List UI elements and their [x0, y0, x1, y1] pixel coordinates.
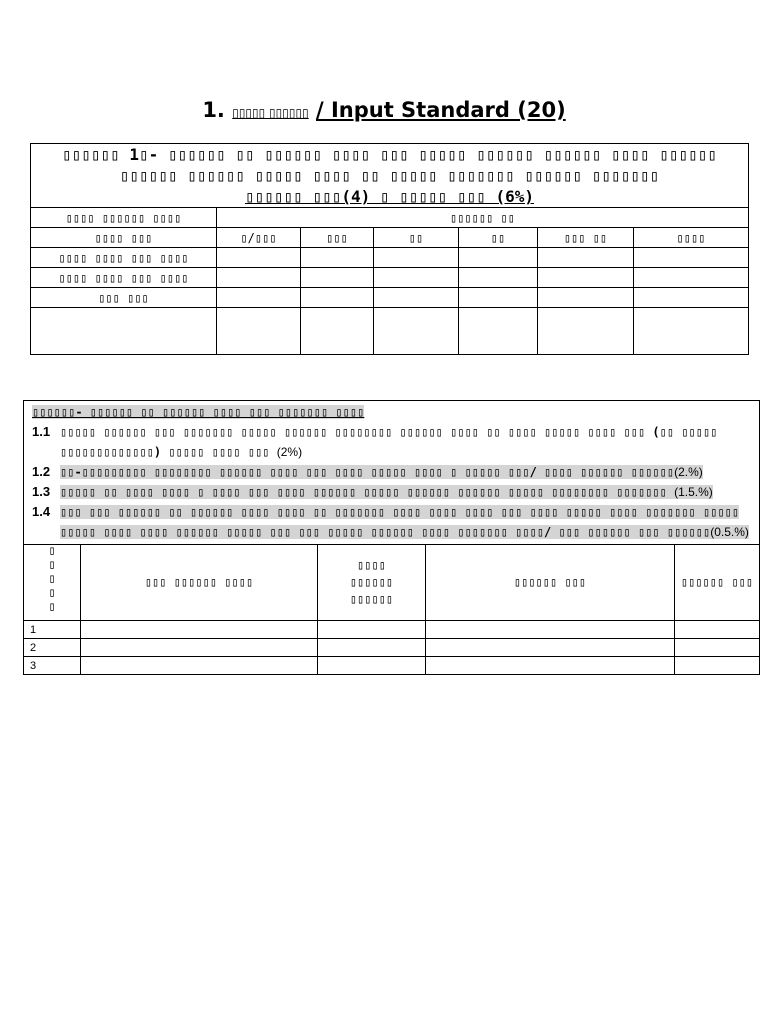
table1-col-head: ▯▯ [374, 228, 459, 248]
table1-left-head-1: ▯▯▯▯ ▯▯▯▯▯▯ ▯▯▯▯ [31, 208, 217, 228]
table-cell[interactable] [374, 288, 459, 308]
table-row [24, 621, 760, 639]
criteria-item-percent: (2%) [276, 445, 303, 459]
table-cell[interactable] [374, 248, 459, 268]
col-head-detail: ▯▯▯▯▯▯ ▯▯▯ [426, 545, 675, 621]
col-head-name: ▯▯▯ ▯▯▯▯▯▯ ▯▯▯▯ [81, 545, 318, 621]
row-number: 1 [24, 621, 81, 639]
criteria-item [32, 482, 751, 502]
table-cell[interactable] [634, 288, 749, 308]
table1-group-head: ▯▯▯▯▯▯ ▯▯ [217, 208, 749, 228]
criteria-item-percent: (0.5.%) [710, 525, 749, 539]
table-cell[interactable] [217, 268, 301, 288]
table-row [31, 268, 749, 288]
table-cell[interactable] [301, 308, 374, 355]
table-cell[interactable] [538, 308, 634, 355]
table-cell[interactable] [217, 248, 301, 268]
table-cell[interactable] [538, 248, 634, 268]
table-cell[interactable] [634, 308, 749, 355]
table-cell[interactable] [459, 308, 538, 355]
table-cell[interactable] [426, 621, 675, 639]
table1-col-head: ▯▯ [459, 228, 538, 248]
table-cell[interactable] [675, 639, 760, 657]
row-number: 3 [24, 657, 81, 675]
table-row [24, 657, 760, 675]
row-number: 2 [24, 639, 81, 657]
criteria-item-percent: (1.5.%) [674, 485, 713, 499]
standard-table-1 [30, 143, 749, 355]
table-cell[interactable] [217, 288, 301, 308]
table-cell[interactable] [675, 621, 760, 639]
criteria-item-number: 1.4 [32, 504, 51, 519]
document-title [0, 96, 768, 127]
title-english: / Input Standard (20) [315, 98, 566, 122]
criteria-item-number: 1.2 [32, 464, 51, 479]
table-cell[interactable] [81, 621, 318, 639]
table1-row-label: ▯▯▯▯ ▯▯▯▯ ▯▯▯ ▯▯▯▯ [31, 268, 217, 288]
criteria-item-percent: (2.%) [674, 465, 703, 479]
table-cell[interactable] [426, 639, 675, 657]
table1-heading [31, 144, 749, 208]
col-head-remarks: ▯▯▯▯▯▯ ▯▯▯ [675, 545, 760, 621]
table-cell[interactable] [318, 621, 426, 639]
table1-heading-line2: ▯▯▯▯▯▯ ▯▯▯▯▯▯ ▯▯▯▯▯ ▯▯▯▯ ▯▯ ▯▯▯▯▯ ▯▯▯▯▯▯▯ ▯▯▯▯▯▯ ▯▯▯▯▯▯▯ [119, 166, 660, 185]
criteria-item-number: 1.3 [32, 484, 51, 499]
col-head-serial: ▯▯▯▯▯ [24, 545, 81, 621]
criteria-item-text: ▯▯▯▯▯ ▯▯▯▯▯▯ ▯▯▯ ▯▯▯▯▯▯▯ ▯▯▯▯▯ ▯▯▯▯▯▯ ▯▯▯▯▯▯▯▯ ▯▯▯▯▯▯ ▯▯▯▯ ▯▯ ▯▯▯▯ ▯▯▯▯▯ ▯▯▯▯ ▯▯▯ (▯▯ ▯▯▯▯▯ ▯▯▯▯▯▯▯▯▯▯▯▯▯) ▯▯▯▯▯ ▯▯▯▯ ▯▯▯ [60, 425, 718, 459]
criteria-block [24, 401, 760, 545]
table-cell[interactable] [459, 248, 538, 268]
criteria-item-number: 1.1 [32, 424, 51, 439]
criteria-item-text: ▯▯▯ ▯▯▯ ▯▯▯▯▯▯ ▯▯ ▯▯▯▯▯▯ ▯▯▯▯ ▯▯▯▯ ▯▯ ▯▯▯▯▯▯▯ ▯▯▯▯ ▯▯▯▯ ▯▯▯▯ ▯▯▯ ▯▯▯▯ ▯▯▯▯▯ ▯▯▯▯ ▯▯▯▯▯▯▯ ▯▯▯▯▯ ▯▯▯▯▯ ▯▯▯▯ ▯▯▯▯ ▯▯▯▯▯▯ ▯▯▯▯▯ ▯▯▯ ▯▯▯ ▯▯▯▯▯ ▯▯▯▯▯▯ ▯▯▯▯ ▯▯▯▯▯▯▯ ▯▯▯▯/ ▯▯▯ ▯▯▯▯▯▯ ▯▯▯ ▯▯▯▯▯▯ [60, 505, 740, 539]
table1-col-head: ▯▯▯ ▯▯ [538, 228, 634, 248]
table-cell[interactable] [426, 657, 675, 675]
criteria-heading: ▯▯▯▯▯▯- ▯▯▯▯▯▯ ▯▯ ▯▯▯▯▯▯ ▯▯▯▯ ▯▯▯ ▯▯▯▯▯▯▯ ▯▯▯▯ [32, 405, 365, 419]
table-row [31, 248, 749, 268]
table-cell[interactable] [301, 248, 374, 268]
table-cell[interactable] [374, 308, 459, 355]
table-cell[interactable] [81, 657, 318, 675]
table-cell[interactable] [31, 308, 217, 355]
table-cell[interactable] [301, 288, 374, 308]
table-cell[interactable] [538, 268, 634, 288]
table1-left-head-2: ▯▯▯▯ ▯▯▯ [31, 228, 217, 248]
table-cell[interactable] [217, 308, 301, 355]
table-row [24, 639, 760, 657]
col-head-required: ▯▯▯▯ ▯▯▯▯▯▯ ▯▯▯▯▯▯ [318, 545, 426, 621]
criteria-item [32, 422, 751, 462]
table-cell[interactable] [538, 288, 634, 308]
table-cell[interactable] [459, 268, 538, 288]
table-cell[interactable] [675, 657, 760, 675]
table-row [31, 308, 749, 355]
table-cell[interactable] [634, 248, 749, 268]
title-local: ▯▯▯▯▯ ▯▯▯▯▯▯ [232, 106, 309, 120]
table-cell[interactable] [318, 639, 426, 657]
table1-heading-line3: ▯▯▯▯▯▯ ▯▯▯(4) ▯ ▯▯▯▯▯ ▯▯▯ (6%) [245, 187, 534, 206]
standard-table-2 [23, 400, 760, 675]
table-cell[interactable] [374, 268, 459, 288]
table-cell[interactable] [301, 268, 374, 288]
table1-row-label: ▯▯▯▯ ▯▯▯▯ ▯▯▯ ▯▯▯▯ [31, 248, 217, 268]
table1-row-label: ▯▯▯ ▯▯▯ [31, 288, 217, 308]
table1-col-head: ▯▯▯▯ [634, 228, 749, 248]
criteria-item-text: ▯▯-▯▯▯▯▯▯▯▯▯ ▯▯▯▯▯▯▯▯ ▯▯▯▯▯▯ ▯▯▯▯ ▯▯▯ ▯▯▯▯ ▯▯▯▯▯ ▯▯▯▯ ▯ ▯▯▯▯▯ ▯▯▯/ ▯▯▯▯ ▯▯▯▯▯▯ ▯▯▯▯▯▯ [60, 465, 675, 479]
table-cell[interactable] [459, 288, 538, 308]
table-cell[interactable] [634, 268, 749, 288]
title-number: 1. [202, 98, 225, 122]
table-cell[interactable] [81, 639, 318, 657]
criteria-item [32, 462, 751, 482]
table-cell[interactable] [318, 657, 426, 675]
table1-col-head: ▯/▯▯▯ [217, 228, 301, 248]
criteria-item [32, 502, 751, 542]
table1-col-head: ▯▯▯ [301, 228, 374, 248]
table1-heading-line1: ▯▯▯▯▯▯ 1▯- ▯▯▯▯▯▯ ▯▯ ▯▯▯▯▯▯ ▯▯▯▯ ▯▯▯ ▯▯▯▯▯ ▯▯▯▯▯▯ ▯▯▯▯▯▯ ▯▯▯▯ ▯▯▯▯▯▯ [61, 145, 718, 164]
criteria-item-text: ▯▯▯▯▯ ▯▯ ▯▯▯▯ ▯▯▯▯ ▯ ▯▯▯▯ ▯▯▯ ▯▯▯▯ ▯▯▯▯▯▯ ▯▯▯▯▯ ▯▯▯▯▯▯ ▯▯▯▯▯▯ ▯▯▯▯▯ ▯▯▯▯▯▯▯▯ ▯▯▯▯▯▯▯ [60, 485, 675, 499]
table-row [31, 288, 749, 308]
